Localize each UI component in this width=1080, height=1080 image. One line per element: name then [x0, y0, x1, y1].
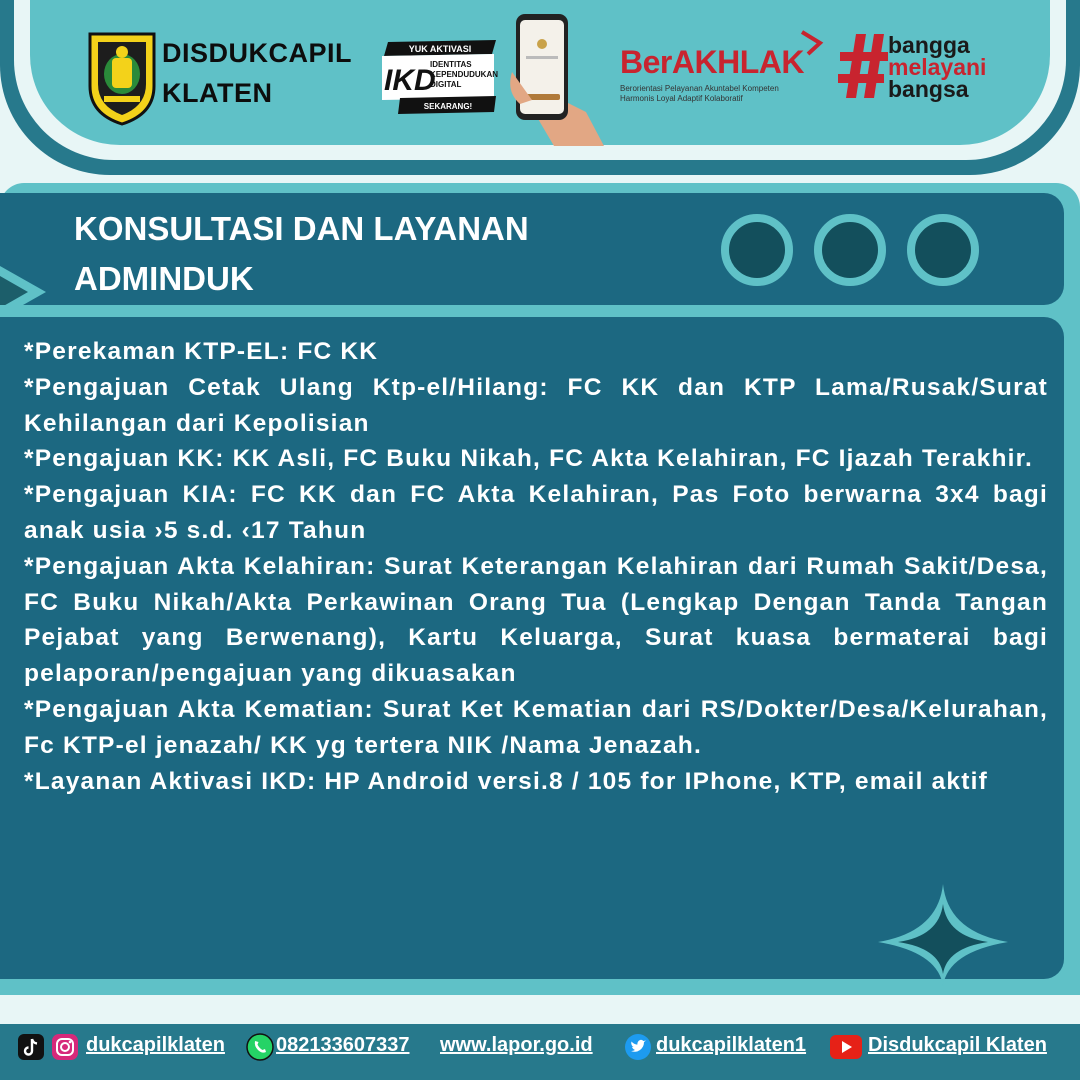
ikd-badge-line1: IDENTITAS	[430, 60, 472, 69]
twitter-handle-link[interactable]: dukcapilklaten1	[656, 1034, 807, 1056]
twitter-icon[interactable]	[624, 1033, 652, 1061]
bangga-line1: bangga	[888, 32, 970, 58]
bangga-melayani-bangsa	[888, 34, 986, 100]
berakhlak-subtitle-line2: Harmonis Loyal Adaptif Kolaboratif	[620, 94, 743, 103]
klaten-shield-logo-icon	[86, 30, 158, 126]
lapor-link[interactable]: www.lapor.go.id	[440, 1034, 593, 1056]
decor-dot-3	[907, 214, 979, 286]
youtube-icon[interactable]	[830, 1035, 862, 1059]
ikd-badge-top: YUK AKTIVASI	[408, 44, 472, 54]
berakhlak-subtitle	[620, 84, 820, 104]
requirement-item: *Pengajuan Akta Kelahiran: Surat Keterangan Kelahiran dari Rumah Sakit/Desa, FC Buku Nikah/Akta Perkawinan Orang Tua (Lengkap Dengan Tanda Tangan Pejabat yang Berwenang), Kartu Keluarga, Surat kuasa bermaterai bagi pelaporan/pengajuan yang dikuasakan	[24, 552, 1048, 688]
requirement-item: *Pengajuan KK: KK Asli, FC Buku Nikah, FC Akta Kelahiran, FC Ijazah Terakhir.	[24, 445, 1034, 473]
requirement-item: *Pengajuan Cetak Ulang Ktp-el/Hilang: FC KK dan KTP Lama/Rusak/Surat Kehilangan dari Kepolisian	[24, 373, 1048, 437]
instagram-icon[interactable]	[52, 1034, 78, 1060]
title-notch-inner-decoration	[0, 276, 28, 308]
social-handle-link[interactable]: dukcapilklaten	[86, 1034, 225, 1056]
whatsapp-icon[interactable]	[246, 1033, 274, 1061]
requirement-item: *Perekaman KTP-EL: FC KK	[24, 338, 379, 365]
decor-dot-2	[814, 214, 886, 286]
berakhlak-logo: BerAKHLAK	[620, 44, 804, 80]
ikd-badge-bottom: SEKARANG!	[423, 102, 473, 111]
sparkle-icon	[876, 882, 1010, 988]
brand-name-line2: KLATEN	[162, 78, 273, 108]
page-title	[74, 204, 674, 304]
requirements-list	[24, 334, 1048, 799]
requirement-item: *Pengajuan Akta Kematian: Surat Ket Kematian dari RS/Dokter/Desa/Kelurahan, Fc KTP-el jenazah/ KK yg tertera NIK /Nama Jenazah.	[24, 695, 1048, 759]
youtube-channel-link[interactable]: Disdukcapil Klaten	[868, 1034, 1047, 1056]
whatsapp-number-link[interactable]: 082133607337	[276, 1034, 410, 1056]
page-title-line1: KONSULTASI DAN LAYANAN	[74, 210, 529, 247]
bangga-line2: melayani	[888, 54, 987, 80]
ikd-badge-line2: KEPENDUDUKAN	[430, 70, 498, 79]
requirement-item: *Pengajuan KIA: FC KK dan FC Akta Kelahiran, Pas Foto berwarna 3x4 bagi anak usia ›5 s.d. ‹17 Tahun	[24, 481, 1048, 544]
requirement-item: *Layanan Aktivasi IKD: HP Android versi.8 / 105 for IPhone, KTP, email aktif	[24, 767, 988, 795]
phone-in-hand-icon	[506, 12, 606, 146]
berakhlak-subtitle-line1: Berorientasi Pelayanan Akuntabel Kompeten	[620, 84, 779, 93]
brand-name-line1: DISDUKCAPIL	[162, 38, 353, 68]
ikd-badge-mark: IKD	[384, 64, 436, 97]
ikd-badge-line3: DIGITAL	[430, 80, 462, 89]
berakhlak-chevron-icon	[798, 30, 824, 56]
page-title-line2: ADMINDUK	[74, 260, 254, 297]
bangga-line3: bangsa	[888, 76, 969, 102]
hashtag-icon	[838, 30, 890, 102]
tiktok-icon[interactable]	[18, 1034, 44, 1060]
decor-dot-1	[721, 214, 793, 286]
ikd-activation-badge	[380, 40, 498, 114]
